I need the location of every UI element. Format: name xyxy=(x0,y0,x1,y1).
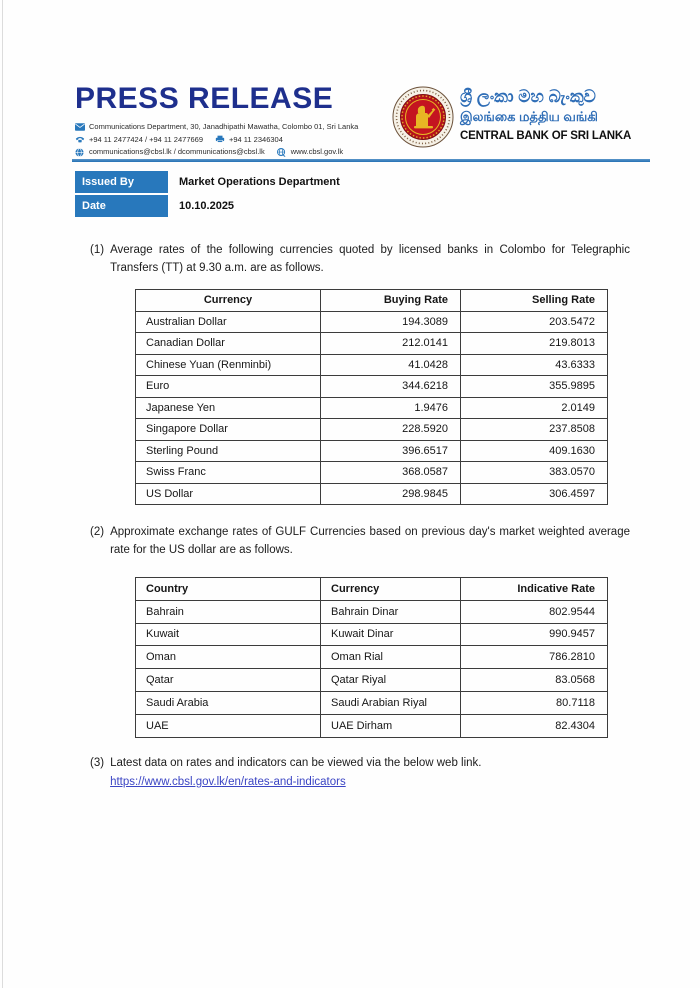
country-name: UAE xyxy=(136,714,321,737)
currency-name: Euro xyxy=(136,376,321,398)
currency-name: Bahrain Dinar xyxy=(321,600,461,623)
currency-name: Oman Rial xyxy=(321,646,461,669)
currency-name: Qatar Riyal xyxy=(321,669,461,692)
table-row xyxy=(136,333,608,355)
selling-rate: 203.5472 xyxy=(461,311,608,333)
currency-name: US Dollar xyxy=(136,483,321,505)
column-header-selling-rate: Selling Rate xyxy=(461,290,608,312)
table-row xyxy=(136,354,608,376)
selling-rate: 409.1630 xyxy=(461,440,608,462)
buying-rate: 212.0141 xyxy=(321,333,461,355)
table-row xyxy=(136,462,608,484)
section-1-paragraph xyxy=(90,242,630,278)
table-row xyxy=(136,600,608,623)
selling-rate: 237.8508 xyxy=(461,419,608,441)
indicative-rate: 80.7118 xyxy=(461,691,608,714)
selling-rate: 306.4597 xyxy=(461,483,608,505)
column-header-currency: Currency xyxy=(136,290,321,312)
bank-name-english: CENTRAL BANK OF SRI LANKA xyxy=(460,129,632,142)
section-2-number: (2) xyxy=(90,526,105,538)
contact-fax: +94 11 2346304 xyxy=(229,134,283,144)
indicative-rate: 786.2810 xyxy=(461,646,608,669)
contact-address-line xyxy=(75,122,395,131)
tt-rates-table xyxy=(135,289,608,505)
table-row xyxy=(136,714,608,737)
buying-rate: 41.0428 xyxy=(321,354,461,376)
table-row xyxy=(136,623,608,646)
contact-phones: +94 11 2477424 / +94 11 2477669 xyxy=(89,134,203,144)
selling-rate: 219.8013 xyxy=(461,333,608,355)
envelope-icon xyxy=(75,123,85,131)
header xyxy=(75,84,395,156)
section-3-text: Latest data on rates and indicators can be viewed via the below web link. xyxy=(110,757,482,769)
table-row xyxy=(136,440,608,462)
fax-icon xyxy=(215,135,225,143)
buying-rate: 368.0587 xyxy=(321,462,461,484)
currency-name: Kuwait Dinar xyxy=(321,623,461,646)
table-row xyxy=(136,483,608,505)
country-name: Qatar xyxy=(136,669,321,692)
buying-rate: 228.5920 xyxy=(321,419,461,441)
table-header-row xyxy=(136,290,608,312)
country-name: Kuwait xyxy=(136,623,321,646)
table-row xyxy=(136,397,608,419)
indicative-rate: 83.0568 xyxy=(461,669,608,692)
selling-rate: 43.6333 xyxy=(461,354,608,376)
selling-rate: 2.0149 xyxy=(461,397,608,419)
selling-rate: 383.0570 xyxy=(461,462,608,484)
country-name: Oman xyxy=(136,646,321,669)
meta-block xyxy=(75,171,340,219)
indicative-rate: 82.4304 xyxy=(461,714,608,737)
indicative-rate: 802.9544 xyxy=(461,600,608,623)
currency-name: Chinese Yuan (Renminbi) xyxy=(136,354,321,376)
section-3-number: (3) xyxy=(90,757,105,769)
contact-emails: communications@cbsl.lk / dcommunications@cbsl.lk xyxy=(89,147,265,156)
table-row xyxy=(136,376,608,398)
column-header-buying-rate: Buying Rate xyxy=(321,290,461,312)
page-title: PRESS RELEASE xyxy=(75,82,334,115)
bank-name-sinhala: ශ්‍රී ලංකා මහ බැංකුව xyxy=(460,87,596,106)
column-header-indicative-rate: Indicative Rate xyxy=(461,578,608,601)
cbsl-seal-icon xyxy=(392,86,454,148)
rates-indicators-link[interactable]: https://www.cbsl.gov.lk/en/rates-and-indicators xyxy=(110,775,346,788)
bank-name-tamil: இலங்கை மத்திய வங்கி xyxy=(460,109,598,125)
buying-rate: 396.6517 xyxy=(321,440,461,462)
contact-website: www.cbsl.gov.lk xyxy=(290,147,344,156)
issued-by-label: Issued By xyxy=(75,171,168,193)
column-header-currency: Currency xyxy=(321,578,461,601)
cbsl-logo xyxy=(392,86,454,148)
table-row xyxy=(136,691,608,714)
column-header-country: Country xyxy=(136,578,321,601)
section-3-text-wrap xyxy=(110,755,630,792)
issued-by-value: Market Operations Department xyxy=(179,176,340,188)
indicative-rate: 990.9457 xyxy=(461,623,608,646)
section-1-text: Average rates of the following currencies quoted by licensed banks in Colombo for Telegraphic Transfers (TT) at 9.30 a.m. are as follows. xyxy=(110,244,630,274)
section-2-paragraph xyxy=(90,524,630,560)
issued-by-row xyxy=(75,171,340,193)
currency-name: Sterling Pound xyxy=(136,440,321,462)
bank-name-block xyxy=(460,86,650,146)
currency-name: Canadian Dollar xyxy=(136,333,321,355)
country-name: Bahrain xyxy=(136,600,321,623)
gulf-rates-table xyxy=(135,577,608,738)
globe-icon xyxy=(75,148,85,156)
contact-address: Communications Department, 30, Janadhipathi Mawatha, Colombo 01, Sri Lanka xyxy=(89,122,359,131)
currency-name: UAE Dirham xyxy=(321,714,461,737)
buying-rate: 1.9476 xyxy=(321,397,461,419)
selling-rate: 355.9895 xyxy=(461,376,608,398)
date-value: 10.10.2025 xyxy=(179,200,235,212)
buying-rate: 344.6218 xyxy=(321,376,461,398)
date-row xyxy=(75,195,340,217)
header-divider xyxy=(72,159,650,162)
country-name: Saudi Arabia xyxy=(136,691,321,714)
table-row xyxy=(136,419,608,441)
table-row xyxy=(136,646,608,669)
currency-name: Australian Dollar xyxy=(136,311,321,333)
contact-web-line xyxy=(75,147,395,156)
contact-phone-line xyxy=(75,135,395,144)
currency-name: Singapore Dollar xyxy=(136,419,321,441)
date-label: Date xyxy=(75,195,168,217)
table-row xyxy=(136,311,608,333)
section-1-number: (1) xyxy=(90,244,105,256)
currency-name: Saudi Arabian Riyal xyxy=(321,691,461,714)
buying-rate: 298.9845 xyxy=(321,483,461,505)
buying-rate: 194.3089 xyxy=(321,311,461,333)
section-3-paragraph xyxy=(90,755,630,792)
currency-name: Swiss Franc xyxy=(136,462,321,484)
table-header-row xyxy=(136,578,608,601)
currency-name: Japanese Yen xyxy=(136,397,321,419)
table-row xyxy=(136,669,608,692)
section-2-text: Approximate exchange rates of GULF Currencies based on previous day's market weighted average rate for the US dollar are as follows. xyxy=(110,526,630,556)
website-globe-icon xyxy=(277,148,287,156)
phone-icon xyxy=(75,135,85,143)
